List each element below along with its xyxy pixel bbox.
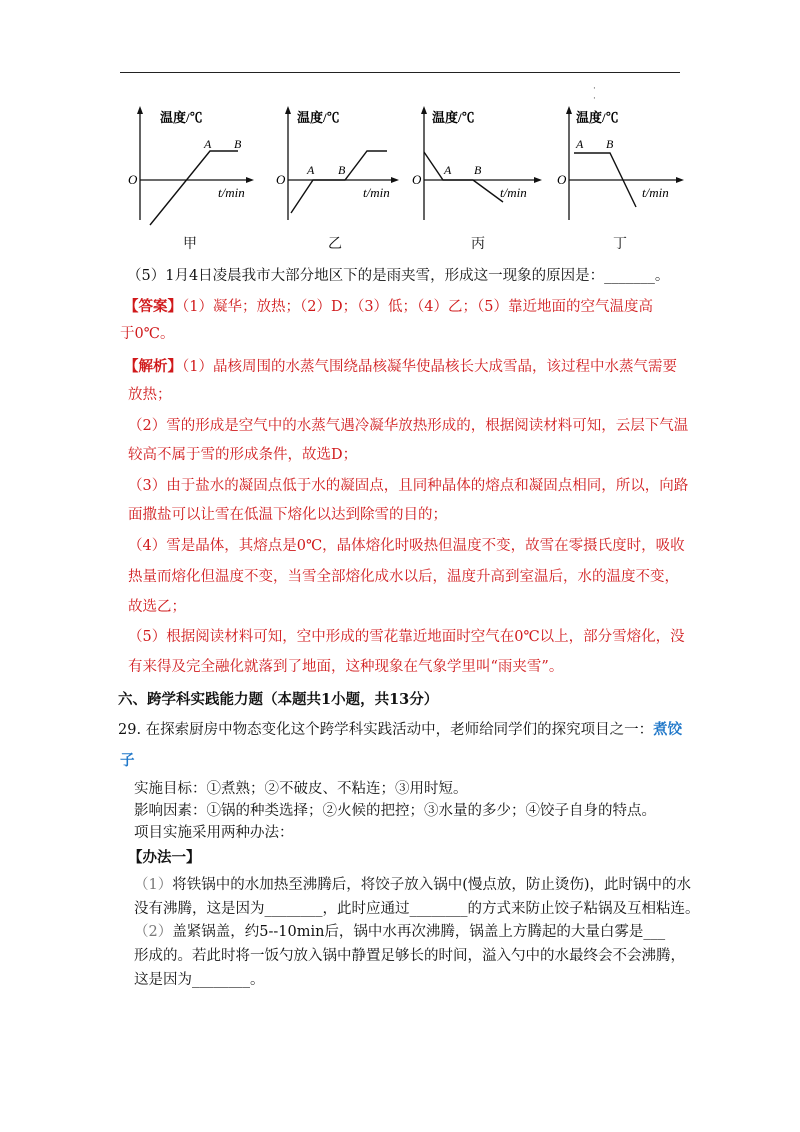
- implementation-goal: 实施目标：①煮熟；②不破皮、不粘连；③用时短。: [134, 781, 468, 797]
- analysis-line-10: （5）根据阅读材料可知，空中形成的雪花靠近地面时空气在0℃以上，部分雪熔化，没: [128, 629, 685, 645]
- graph-bing-svg: [408, 100, 548, 230]
- temperature-graphs: [120, 100, 690, 250]
- x-axis-label: t/min: [363, 185, 390, 200]
- analysis-line-8: 热量而熔化但温度不变，当雪全部熔化成水以后，温度升高到室温后，水的温度不变，: [128, 569, 679, 585]
- y-axis-label: 温度/℃: [576, 110, 619, 125]
- graph-yi-svg: [265, 100, 405, 230]
- answer-line-1: [124, 297, 653, 317]
- graph-ding: [550, 100, 690, 250]
- answer-line-2: 于0℃。: [120, 326, 175, 342]
- graph-bing: [408, 100, 548, 250]
- analysis-line-2: 放热；: [128, 387, 172, 403]
- question-29-text: 29. 在探索厨房中物态变化这个跨学科实践活动中，老师给同学们的探究项目之一：: [118, 722, 654, 738]
- project-title-part-1: 煮饺: [653, 721, 683, 738]
- point-a-label: A: [307, 163, 315, 177]
- implementation-methods: 项目实施采用两种办法：: [134, 825, 294, 841]
- question-29-intro: [118, 720, 682, 740]
- graph-jia: [120, 100, 260, 250]
- origin-label: O: [557, 172, 567, 187]
- y-axis-label: 温度/℃: [297, 110, 340, 125]
- point-b-label: B: [234, 137, 242, 151]
- part-1-line-2: 没有沸腾，这是因为________，此时应通过________的方式来防止饺子粘锅及互相粘连。: [134, 901, 700, 917]
- point-b-label: B: [474, 163, 482, 177]
- method-1-heading: 【办法一】: [128, 849, 201, 866]
- analysis-text: （1）晶核周围的水蒸气围绕晶核凝华使晶核长大成雪晶，该过程中水蒸气需要: [182, 359, 677, 375]
- point-a-label: A: [204, 137, 212, 151]
- graph-caption: 丙: [471, 236, 485, 252]
- point-b-label: B: [338, 163, 346, 177]
- analysis-line-5: （3）由于盐水的凝固点低于水的凝固点，且同种晶体的熔点和凝固点相同，所以，向路: [128, 478, 689, 494]
- point-a-label: A: [444, 163, 452, 177]
- graph-caption: 乙: [328, 236, 342, 252]
- question-5: （5）1月4日凌晨我市大部分地区下的是雨夹雪，形成这一现象的原因是：_______。: [127, 268, 670, 284]
- y-axis-label: 温度/℃: [160, 110, 203, 125]
- x-axis-label: t/min: [642, 185, 669, 200]
- graph-yi: [265, 100, 405, 250]
- point-b-label: B: [606, 137, 614, 151]
- x-axis-label: t/min: [218, 185, 245, 200]
- analysis-tag: 【解析】: [124, 358, 182, 375]
- analysis-line-7: （4）雪是晶体，其熔点是0℃，晶体熔化时吸热但温度不变，故雪在零摄氏度时，吸收: [128, 538, 685, 554]
- section-6-heading: 六、跨学科实践能力题（本题共1小题，共13分）: [118, 691, 439, 708]
- analysis-line-9: 故选乙；: [128, 599, 186, 615]
- origin-label: O: [412, 172, 422, 187]
- part-2-number: （2）: [134, 924, 173, 940]
- graph-jia-svg: [120, 100, 260, 230]
- analysis-line-6: 面撒盐可以让雪在低温下熔化以达到除雪的目的；: [128, 507, 447, 523]
- part-1-line-1: [134, 875, 691, 895]
- graph-caption: 丁: [613, 236, 627, 252]
- y-axis-label: 温度/℃: [432, 110, 475, 125]
- header-rule: [120, 72, 680, 73]
- part-2-line-3: 这是因为________。: [134, 972, 265, 988]
- origin-label: O: [128, 172, 138, 187]
- analysis-line-3: （2）雪的形成是空气中的水蒸气遇冷凝华放热形成的，根据阅读材料可知，云层下气温: [128, 418, 689, 434]
- part-2-text: 盖紧锅盖，约5--10min后，锅中水再次沸腾，锅盖上方腾起的大量白雾是___: [172, 924, 666, 940]
- part-1-number: （1）: [134, 877, 173, 893]
- analysis-line-11: 有来得及完全融化就落到了地面，这种现象在气象学里叫“雨夹雪”。: [128, 659, 564, 675]
- x-axis-label: t/min: [500, 185, 527, 200]
- part-1-text: 将铁锅中的水加热至沸腾后，将饺子放入锅中(慢点放，防止烫伤)，此时锅中的水: [172, 877, 692, 893]
- point-a-label: A: [576, 137, 584, 151]
- graph-caption: 甲: [183, 236, 197, 252]
- header-dots: · ·: [593, 84, 596, 104]
- analysis-line-4: 较高不属于雪的形成条件，故选D；: [128, 447, 358, 463]
- project-title-part-2: 子: [120, 752, 135, 769]
- answer-text: （1）凝华；放热；（2）D；（3）低；（4）乙；（5）靠近地面的空气温度高: [182, 299, 653, 315]
- part-2-line-1: [134, 922, 665, 942]
- influence-factors: 影响因素：①锅的种类选择；②火候的把控；③水量的多少；④饺子自身的特点。: [134, 803, 656, 819]
- origin-label: O: [276, 172, 286, 187]
- answer-tag: 【答案】: [124, 298, 182, 315]
- graph-ding-svg: [550, 100, 690, 230]
- part-2-line-2: 形成的。若此时将一饭勺放入锅中静置足够长的时间，溢入勺中的水最终会不会沸腾，: [134, 948, 685, 964]
- analysis-line-1: [124, 357, 677, 377]
